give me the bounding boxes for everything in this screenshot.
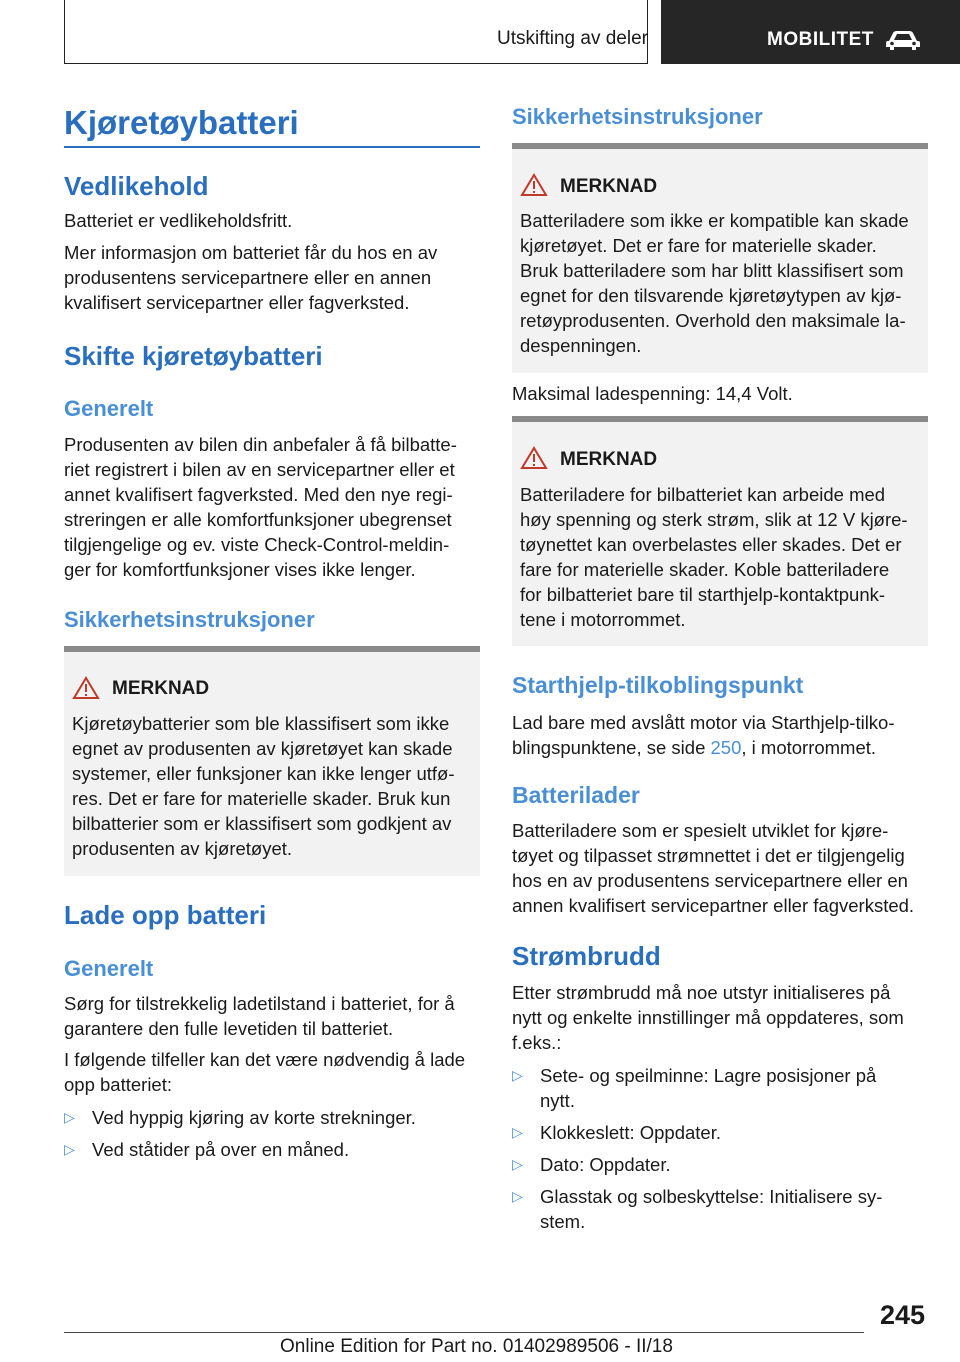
paragraph: Etter strømbrudd må noe utstyr initialiseres på xyxy=(512,982,891,1003)
paragraph: riet registrert i bilen av en servicepartner eller et xyxy=(64,459,455,480)
heading-maintenance: Vedlikehold xyxy=(64,171,209,201)
paragraph: Sørg for tilstrekkelig ladetilstand i batteriet, for å xyxy=(64,993,455,1014)
paragraph: Lad bare med avslått motor via Starthjelp-tilko- xyxy=(512,712,895,733)
paragraph: annen kvalifisert servicepartner eller fagverksted. xyxy=(512,895,915,916)
paragraph: blingspunktene, se side 250, i motorrommet. xyxy=(512,737,877,758)
paragraph: Batteriet er vedlikeholdsfritt. xyxy=(64,210,293,231)
note-box xyxy=(512,143,928,373)
header-chapter-tab xyxy=(661,0,960,64)
note-text: despenningen. xyxy=(520,335,642,356)
note-text: fare for materielle skader. Koble batteriladere xyxy=(520,559,890,580)
heading-jump-start-point: Starthjelp-tilkoblingspunkt xyxy=(512,672,804,698)
bullet-triangle-icon: ▷ xyxy=(512,1156,523,1172)
note-text: res. Det er fare for materielle skader. Bruk kun xyxy=(72,788,451,809)
note-text: tøynettet kan overbelastes eller skades. Det er xyxy=(520,534,902,555)
footer-rule xyxy=(64,1332,864,1333)
bullet-triangle-icon: ▷ xyxy=(64,1141,75,1157)
bullet-triangle-icon: ▷ xyxy=(64,1109,75,1125)
page-title: Kjøretøybatteri xyxy=(64,104,299,141)
heading-power-outage: Strømbrudd xyxy=(512,941,661,971)
paragraph: Maksimal ladespenning: 14,4 Volt. xyxy=(512,383,793,404)
warning-icon xyxy=(72,676,100,700)
warning-icon xyxy=(520,173,548,197)
paragraph: Batteriladere som er spesielt utviklet for kjøre- xyxy=(512,820,889,841)
paragraph: f.eks.: xyxy=(512,1032,562,1053)
paragraph: streringen er alle komfortfunksjoner ubegrenset xyxy=(64,509,452,530)
car-icon xyxy=(885,29,921,51)
heading-battery-charger: Batterilader xyxy=(512,782,640,808)
subheading-safety: Sikkerhetsinstruksjoner xyxy=(512,104,763,129)
paragraph: I følgende tilfeller kan det være nødvendig å lade xyxy=(64,1049,466,1070)
heading-replace-battery: Skifte kjøretøybatteri xyxy=(64,341,323,371)
paragraph: Produsenten av bilen din anbefaler å få bilbatte- xyxy=(64,434,457,455)
heading-charge-battery: Lade opp batteri xyxy=(64,900,267,930)
bullet-triangle-icon: ▷ xyxy=(512,1124,523,1140)
warning-icon xyxy=(520,446,548,470)
paragraph: kvalifisert servicepartner eller fagverksted. xyxy=(64,292,410,313)
note-box xyxy=(512,416,928,646)
note-text: Bruk batteriladere som har blitt klassifisert som xyxy=(520,260,904,281)
paragraph: hos en av produsentens servicepartnere eller en xyxy=(512,870,908,891)
note-title: MERKNAD xyxy=(560,449,658,470)
subheading-general: Generelt xyxy=(64,396,154,421)
note-text: systemer, eller funksjoner kan ikke lenger utfø- xyxy=(72,763,455,784)
note-text: Kjøretøybatterier som ble klassifisert som ikke xyxy=(72,713,450,734)
note-text: bilbatterier som er klassifisert som godkjent av xyxy=(72,813,452,834)
note-text: tene i motorrommet. xyxy=(520,609,686,630)
note-text: retøyprodusenten. Overhold den maksimale la- xyxy=(520,310,906,331)
title-rule xyxy=(64,146,480,148)
page-reference-link[interactable]: 250 xyxy=(710,737,742,758)
note-text: Batteriladere for bilbatteriet kan arbeide med xyxy=(520,484,886,505)
note-title: MERKNAD xyxy=(560,176,658,197)
paragraph: ger for komfortfunksjoner vises ikke lenger. xyxy=(64,559,416,580)
paragraph: opp batteriet: xyxy=(64,1074,172,1095)
note-text: Batteriladere som ikke er kompatible kan skade xyxy=(520,210,909,231)
page-number: 245 xyxy=(880,1300,926,1330)
note-title: MERKNAD xyxy=(112,678,210,699)
bullet-triangle-icon: ▷ xyxy=(512,1067,523,1083)
chapter-label: MOBILITET xyxy=(767,29,874,50)
paragraph: nytt og enkelte innstillinger må oppdateres, som xyxy=(512,1007,904,1028)
note-text: egnet for den tilsvarende kjøretøytypen av kjø- xyxy=(520,285,902,306)
note-text: egnet av produsenten av kjøretøyet kan skade xyxy=(72,738,453,759)
subheading-general: Generelt xyxy=(64,956,154,981)
paragraph: Mer informasjon om batteriet får du hos en av xyxy=(64,242,438,263)
paragraph: tøyet og tilpasset strømnettet i det er tilgjengelig xyxy=(512,845,905,866)
note-text: produsenten av kjøretøyet. xyxy=(72,838,293,859)
paragraph: produsentens servicepartnere eller en annen xyxy=(64,267,432,288)
note-text: kjøretøyet. Det er fare for materielle skader. xyxy=(520,235,877,256)
header-section-title: Utskifting av deler xyxy=(496,28,648,49)
subheading-safety: Sikkerhetsinstruksjoner xyxy=(64,607,315,632)
paragraph: annet kvalifisert fagverksted. Med den nye regi- xyxy=(64,484,453,505)
bullet-triangle-icon: ▷ xyxy=(512,1188,523,1204)
note-text: for bilbatteriet bare til starthjelp-kontaktpunk- xyxy=(520,584,886,605)
note-box xyxy=(64,646,480,876)
footer-edition: Online Edition for Part no. 01402989506 - II/18 xyxy=(280,1336,673,1357)
paragraph: garantere den fulle levetiden til batteriet. xyxy=(64,1018,394,1039)
paragraph: tilgjengelige og ev. viste Check-Control-meldin- xyxy=(64,534,450,555)
note-text: høy spenning og sterk strøm, slik at 12 V kjøre- xyxy=(520,509,908,530)
